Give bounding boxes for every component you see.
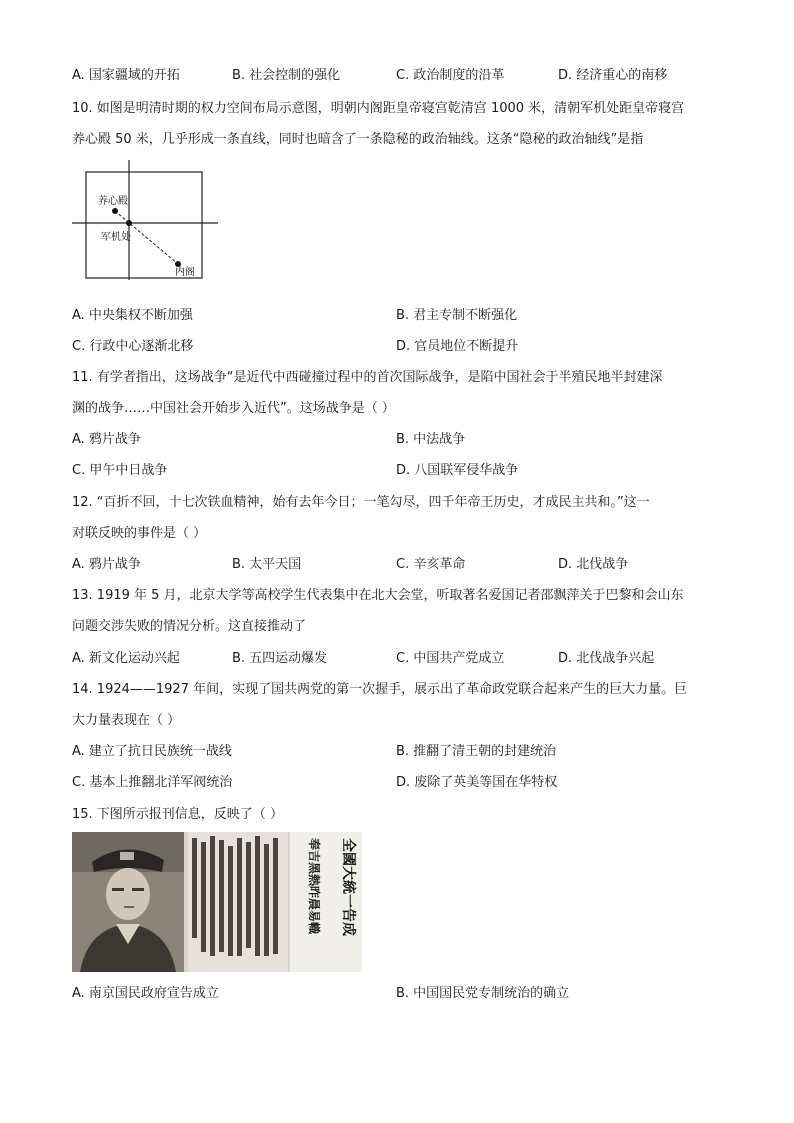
- q15-option-b: B. 中国国民党专制统治的确立: [396, 986, 570, 1001]
- q14-option-b: B. 推翻了清王朝的封建统治: [396, 744, 557, 759]
- diagram-frame: [86, 172, 202, 278]
- q9-option-c: C. 政治制度的沿革: [396, 68, 505, 83]
- q13-option-a: A. 新文化运动兴起: [72, 651, 180, 666]
- q10-option-d: D. 官员地位不断提升: [396, 339, 519, 354]
- q11-option-d: D. 八国联军侵华战争: [396, 463, 519, 478]
- q10-option-c: C. 行政中心逐渐北移: [72, 339, 194, 354]
- q10-option-b: B. 君主专制不断强化: [396, 308, 518, 323]
- q14-option-a: A. 建立了抗日民族统一战线: [72, 744, 232, 759]
- q13-option-d: D. 北伐战争兴起: [558, 651, 655, 666]
- q11-option-b: B. 中法战争: [396, 432, 466, 447]
- q13-option-b: B. 五四运动爆发: [232, 651, 328, 666]
- q13-stem-line1: 13. 1919 年 5 月，北京大学等高校学生代表集中在北大会堂，听取著名爱国记者邵飘萍关于巴黎和会山东: [72, 588, 684, 603]
- palace-layout-diagram: [70, 158, 220, 282]
- q14-stem-line2: 大力量表现在（ ）: [72, 713, 181, 728]
- yangxin-dot: [112, 208, 118, 214]
- q14-option-c: C. 基本上推翻北洋军阀统治: [72, 775, 233, 790]
- q10-stem-line1: 10. 如图是明清时期的权力空间布局示意图，明朝内阁距皇帝寝宫乾清宫 1000 米，清朝军机处距皇帝寝宫: [72, 101, 685, 116]
- q15-option-a: A. 南京国民政府宣告成立: [72, 986, 219, 1001]
- q14-option-d: D. 废除了英美等国在华特权: [396, 775, 558, 790]
- q9-option-b: B. 社会控制的强化: [232, 68, 341, 83]
- newspaper-subheadline: 奉吉黑熱昨晨易幟: [307, 838, 321, 935]
- junji-dot: [126, 220, 132, 226]
- q10-option-a: A. 中央集权不断加强: [72, 308, 193, 323]
- newspaper-photo: [72, 832, 362, 972]
- q12-option-b: B. 太平天国: [232, 557, 302, 572]
- q14-stem-line1: 14. 1924——1927 年间，实现了国共两党的第一次握手，展示出了革命政党联合起来产生的巨大力量。巨: [72, 682, 688, 697]
- label-junji: 军机处: [101, 232, 131, 243]
- q9-option-a: A. 国家疆域的开拓: [72, 68, 180, 83]
- q12-option-d: D. 北伐战争: [558, 557, 629, 572]
- q13-option-c: C. 中国共产党成立: [396, 651, 505, 666]
- q12-option-a: A. 鸦片战争: [72, 557, 141, 572]
- newspaper-headline: 全國大統一告成: [340, 838, 356, 936]
- q10-stem-line2: 养心殿 50 米，几乎形成一条直线，同时也暗含了一条隐秘的政治轴线。这条“隐秘的政治轴线”是指: [72, 132, 644, 147]
- portrait-face: [106, 868, 150, 920]
- label-neige: 内阁: [175, 267, 195, 278]
- q9-option-d: D. 经济重心的南移: [558, 68, 668, 83]
- q11-stem-line2: 渊的战争……中国社会开始步入近代”。这场战争是（ ）: [72, 401, 395, 416]
- q15-stem: 15. 下图所示报刊信息，反映了（ ）: [72, 807, 283, 822]
- label-yangxin: 养心殿: [98, 196, 128, 207]
- q11-option-c: C. 甲午中日战争: [72, 463, 168, 478]
- q11-stem-line1: 11. 有学者指出，这场战争“是近代中西碰撞过程中的首次国际战争，是陷中国社会于半殖民地半封建深: [72, 370, 663, 385]
- q13-stem-line2: 问题交涉失败的情况分析。这直接推动了: [72, 619, 307, 634]
- q12-stem-line1: 12. “百折不回，十七次铁血精神，始有去年今日；一笔勾尽，四千年帝王历史，才成民主共和。”这一: [72, 495, 650, 510]
- q12-option-c: C. 辛亥革命: [396, 557, 466, 572]
- q12-stem-line2: 对联反映的事件是（ ）: [72, 526, 207, 541]
- q11-option-a: A. 鸦片战争: [72, 432, 141, 447]
